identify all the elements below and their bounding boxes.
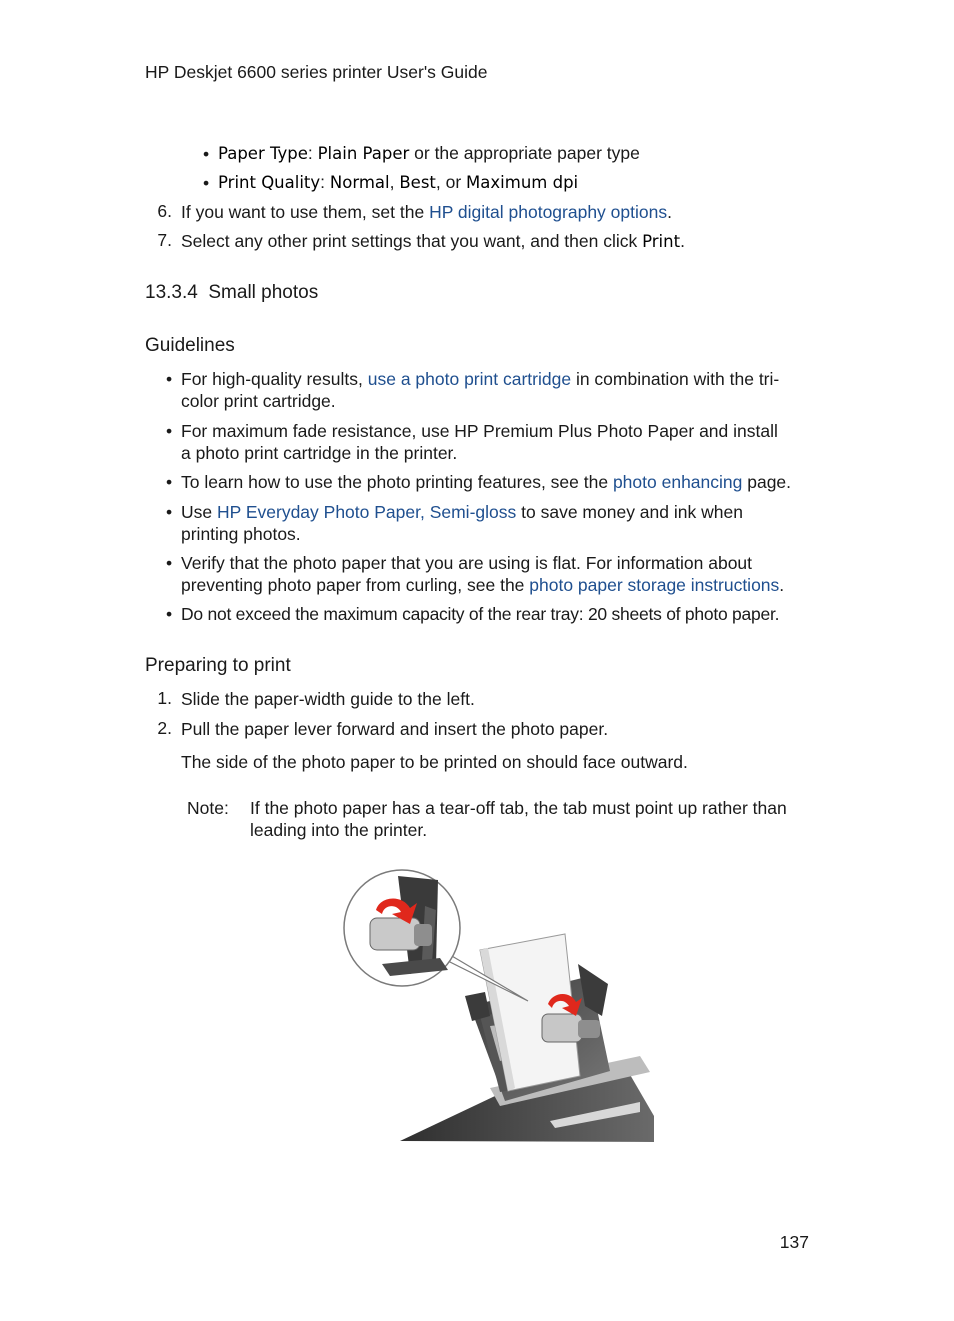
list-item	[181, 501, 743, 545]
item-text: Do not exceed the maximum capacity of the rear tray: 20 sheets of photo paper.	[181, 604, 780, 624]
guidelines-heading: Guidelines	[145, 335, 235, 356]
ui-term: Normal	[329, 173, 390, 192]
list-item	[181, 368, 779, 412]
list-item	[181, 471, 791, 493]
list-item: Pull the paper lever forward and insert the photo paper.	[181, 719, 609, 739]
ui-term: Print	[642, 232, 681, 251]
bullet-dot: •	[166, 553, 173, 573]
bullet-dot: •	[203, 173, 210, 193]
ui-term: Best	[399, 173, 436, 192]
ui-term: Paper Type	[218, 144, 308, 163]
section-heading: 13.3.4 Small photos	[145, 282, 319, 303]
item-text: .	[779, 575, 785, 595]
photo-print-cartridge-link[interactable]: use a photo print cartridge	[367, 369, 572, 389]
item-text: page.	[742, 472, 792, 492]
item-text: Use	[181, 502, 217, 522]
item-text: color print cartridge.	[181, 391, 336, 411]
hp-digital-photography-options-link[interactable]: HP digital photography options	[429, 202, 668, 222]
photo-enhancing-link[interactable]: photo enhancing	[612, 472, 743, 492]
item-text: a photo print cartridge in the printer.	[181, 443, 458, 463]
note-text	[250, 797, 787, 841]
note-line: leading into the printer.	[250, 820, 428, 840]
running-header: HP Deskjet 6600 series printer User's Guide	[145, 62, 488, 82]
ui-term: Maximum dpi	[466, 173, 579, 192]
list-item	[181, 201, 672, 223]
list-item: Slide the paper-width guide to the left.	[181, 689, 475, 709]
list-item	[181, 552, 784, 596]
item-text: For maximum fade resistance, use HP Premium Plus Photo Paper and install	[181, 421, 778, 441]
step-number: 2.	[157, 718, 172, 738]
ui-term: Plain Paper	[317, 144, 410, 163]
page-number: 137	[779, 1232, 809, 1252]
item-text: in combination with the tri-	[571, 369, 780, 389]
followup-paragraph: The side of the photo paper to be printed on should face outward.	[181, 752, 688, 772]
item-text: For high-quality results,	[181, 369, 368, 389]
item-text: Verify that the photo paper that you are using is flat. For information about	[181, 553, 753, 573]
list-item	[181, 230, 685, 253]
bullet-dot: •	[203, 144, 210, 164]
bullet-dot: •	[166, 369, 173, 389]
hp-everyday-photo-paper-link[interactable]: HP Everyday Photo Paper, Semi-gloss	[216, 502, 517, 522]
ui-term: Print Quality	[218, 173, 321, 192]
step-number: 7.	[157, 230, 172, 250]
bullet-dot: •	[166, 604, 173, 624]
item-text: Select any other print settings that you want, and then click	[181, 231, 643, 251]
item-text: .	[667, 202, 672, 222]
bullet-dot: •	[166, 502, 173, 522]
item-text: To learn how to use the photo printing features, see the	[181, 472, 613, 492]
photo-paper-loading-illustration	[340, 866, 658, 1146]
item-text: .	[680, 231, 685, 251]
preparing-heading: Preparing to print	[145, 655, 291, 676]
list-item: Print Quality: Normal, Best, or Maximum dpi	[218, 172, 579, 192]
list-item	[181, 603, 779, 625]
list-item	[181, 420, 778, 464]
note-label: Note:	[187, 798, 229, 818]
item-text: If you want to use them, set the	[181, 202, 430, 222]
list-item: Paper Type: Plain Paper or the appropriate paper type	[218, 143, 640, 163]
item-text: printing photos.	[181, 524, 301, 544]
step-number: 1.	[157, 688, 172, 708]
item-text: to save money and ink when	[516, 502, 743, 522]
note-line: If the photo paper has a tear-off tab, the tab must point up rather than	[250, 798, 787, 818]
bullet-dot: •	[166, 421, 173, 441]
step-number: 6.	[157, 201, 172, 221]
photo-paper-storage-link[interactable]: photo paper storage instructions	[529, 575, 780, 595]
item-text: preventing photo paper from curling, see the	[181, 575, 530, 595]
item-text: or the appropriate paper type	[409, 143, 640, 163]
bullet-dot: •	[166, 472, 173, 492]
